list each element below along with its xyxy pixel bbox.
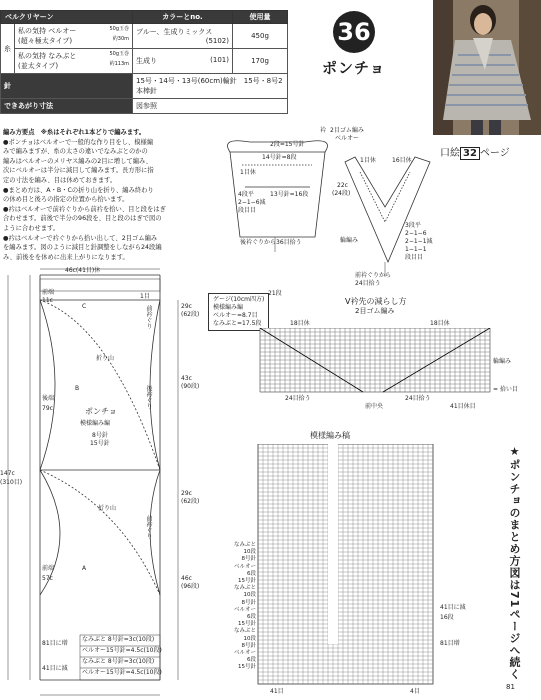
v-top-left: 18目休 [290, 320, 310, 327]
v-neck-chart [235, 297, 518, 418]
pattern-bottom: 41目 [270, 688, 284, 695]
collar-l21: 輪編み [340, 237, 359, 244]
collar-l18: 前衿ぐりから [355, 272, 392, 279]
poncho-schematic [0, 265, 210, 700]
size-label: できあがり寸法 [1, 99, 133, 114]
yarn-table [0, 10, 288, 114]
collar-l7: 段目目 [238, 207, 257, 214]
poncho-name: ポンチョ [85, 407, 117, 416]
a-len: 57c [42, 575, 53, 582]
v-right-note: 輪編み [493, 358, 512, 365]
needle-label: 針 [1, 74, 133, 99]
needle-8: 8号針 [92, 432, 108, 439]
front-neck-top: 前衿ぐり [145, 305, 152, 329]
inc-note: 81目に増 [42, 640, 68, 647]
size-text: 図参照 [133, 99, 288, 114]
collar-l13: 3段平 [405, 222, 421, 229]
collar-l15: 2−1−1減 [405, 238, 433, 245]
gauge-box: ゲージ(10cm四方) 模様編み編 ベルオー=8.7目 なみぶと=17.5段 [208, 293, 269, 331]
collar-title: 衿 [320, 127, 327, 134]
dim-r3: 29c [181, 490, 192, 497]
top-right-st: 1目 [140, 293, 150, 300]
collar-l3: 1目休 [240, 169, 256, 176]
cast-row-2: ベルオー15号針=4.5c(10段) [82, 647, 162, 654]
collar-sub2: ベルオー [335, 135, 360, 142]
collar-schematic [210, 127, 435, 287]
pattern-name: 模様編み編 [80, 420, 111, 427]
dec-note: 41目に減 [42, 665, 68, 672]
pattern-right-2: 16段 [440, 614, 454, 621]
yarn-side-label: 糸 [1, 24, 15, 74]
v-bottom-right: 24目拾う [405, 395, 431, 402]
label-c: C [82, 303, 87, 310]
label-b: B [75, 385, 80, 392]
dim-r4: 46c [181, 575, 192, 582]
yarn-row-2-name: 私の気持 なみぶと 50g玉巻 (並太タイプ) 約113m [15, 49, 133, 74]
instructions-text: 編み方要点 ※糸はそれぞれ1本どりで編みます。 ●ポンチョはベルオーで一般的な作り目をし、模様編 みで編みますが、糸の太さの違いでなみぶとのかの 編みはベルオーのメリヤス編みの2目に増して編み、 次にベルオーは半分に減目して編みます。長方形に指 定の寸法を編み、目は休めておきます。 ●まとめ方は、A・B・Cの折り山を折り、編み終わり の休め目と後ろの指定の位置から拾います。 ●衿はベルオーで前衿ぐりから前衿を拾い、目と段をはぎ 合わせます。前後で半分の96段を、目と段のはぎで図の ように合わせます。 ●衿はベルオーで衿ぐりから拾い出して、2目ゴム編み を編みます。図のように減目と針調整をしながら24段編 み、前後をを休めに出来上がりになります。 [3, 129, 166, 261]
dim-r2s: (90段) [181, 383, 200, 390]
front-neck-bottom: 前衿ぐり [145, 515, 152, 539]
collar-l4: 13号針=16段 [270, 191, 309, 198]
fold-2: 折り山 [98, 505, 117, 512]
collar-l5: 4段平 [238, 191, 254, 198]
collar-l12: 16目休 [392, 157, 412, 164]
needle-15: 15号針 [90, 440, 110, 447]
collar-l8: 後衿ぐりから36目拾う [240, 239, 302, 246]
fold-1: 折り山 [96, 355, 115, 362]
a-front: 前端 [42, 565, 55, 572]
v-bottom-left: 24目拾う [285, 395, 311, 402]
c-front: 前端 [42, 289, 55, 296]
v-bottom-far: 41目休目 [450, 403, 476, 410]
yarn-row-1-color: ブルー、生成りミックス (5102) [133, 24, 233, 49]
page-title: ポンチョ [322, 59, 386, 77]
collar-l1: 14号針=8段 [262, 154, 297, 161]
dim-r1: 29c [181, 303, 192, 310]
yarn-header-amount: 使用量 [233, 11, 288, 24]
cast-row-4: ベルオー15号針=4.5c(10段) [82, 669, 162, 676]
yarn-row-2-color: 生成り (101) [133, 49, 233, 74]
collar-l2: 2段=15号針 [270, 141, 305, 148]
pattern-title: 模様編み稿 [310, 431, 350, 440]
collar-l9: 22c [337, 182, 348, 189]
yarn-row-1-name: 私の気持 ベルオー 50g玉巻 (超々極太タイプ) 約30m [15, 24, 133, 49]
collar-l14: 2−1−6 [405, 230, 427, 237]
collar-l17: 段目目 [405, 254, 424, 261]
v-sub: 2目ゴム編み [355, 307, 395, 315]
top-width: 46c(41目)休 [65, 267, 101, 274]
pattern-repeat: 4目 [410, 688, 420, 695]
collar-l11: 1目休 [360, 157, 376, 164]
model-photo [433, 0, 541, 135]
collar-l10: (24段) [332, 190, 351, 197]
collar-sub1: 2目ゴム編み [330, 127, 364, 134]
yarn-header-brand: ベルクリヤーン [1, 11, 133, 24]
pattern-side-labels: なみぶと 10段 8号針 ベルオー 6段 15号針 なみぶと 10段 8号針 ベルオー 6段 15号針 なみぶと 10段 8号針 ベルオー 6段 15号針 [233, 542, 256, 671]
continued-note: ★ポンチョのまとめ方図は71ページへ続く [508, 445, 521, 681]
gauge-note: 21段 [268, 290, 282, 297]
v-title: V衿先の減らし方 [345, 297, 407, 306]
yarn-row-2-amount: 170g [233, 49, 288, 74]
photo-page-ref: 口絵 32 ページ [440, 148, 510, 159]
cast-row-3: なみぶと 8号針=3c(10段) [82, 658, 155, 665]
v-legend: = 拾い目 [493, 386, 518, 393]
b-back: 後端 [42, 395, 55, 402]
back-neck: 後衿ぐり [145, 385, 152, 409]
v-bottom-mid: 前中央 [365, 403, 384, 410]
yarn-row-1-amount: 450g [233, 24, 288, 49]
pattern-chart [210, 432, 500, 700]
pattern-right-3: 81目増 [440, 640, 460, 647]
v-top-right: 18目休 [430, 320, 450, 327]
total-len: 147c [0, 470, 15, 477]
dim-r1s: (62段) [181, 311, 200, 318]
total-sts: (310目) [0, 479, 23, 486]
label-a: A [82, 565, 87, 572]
dim-r2: 43c [181, 375, 192, 382]
dim-r4s: (96段) [181, 583, 200, 590]
yarn-header-color: カラーとno. [133, 11, 233, 24]
dim-r3s: (62段) [181, 498, 200, 505]
cast-row-1: なみぶと 8号針=3c(10段) [82, 636, 155, 643]
collar-l16: 1−1−1 [405, 246, 427, 253]
pattern-number: 36 [333, 11, 375, 53]
b-len: 79c [42, 405, 53, 412]
page-number: 81 [506, 683, 515, 691]
c-len: 11c [42, 297, 53, 304]
pattern-right-1: 41目に減 [440, 604, 466, 611]
collar-l6: 2−1−6減 [238, 199, 266, 206]
collar-l19: 24目拾う [355, 280, 381, 287]
needle-text: 15号・14号・13号(60cm)輪針 15号・8号2本棒針 [133, 74, 288, 99]
